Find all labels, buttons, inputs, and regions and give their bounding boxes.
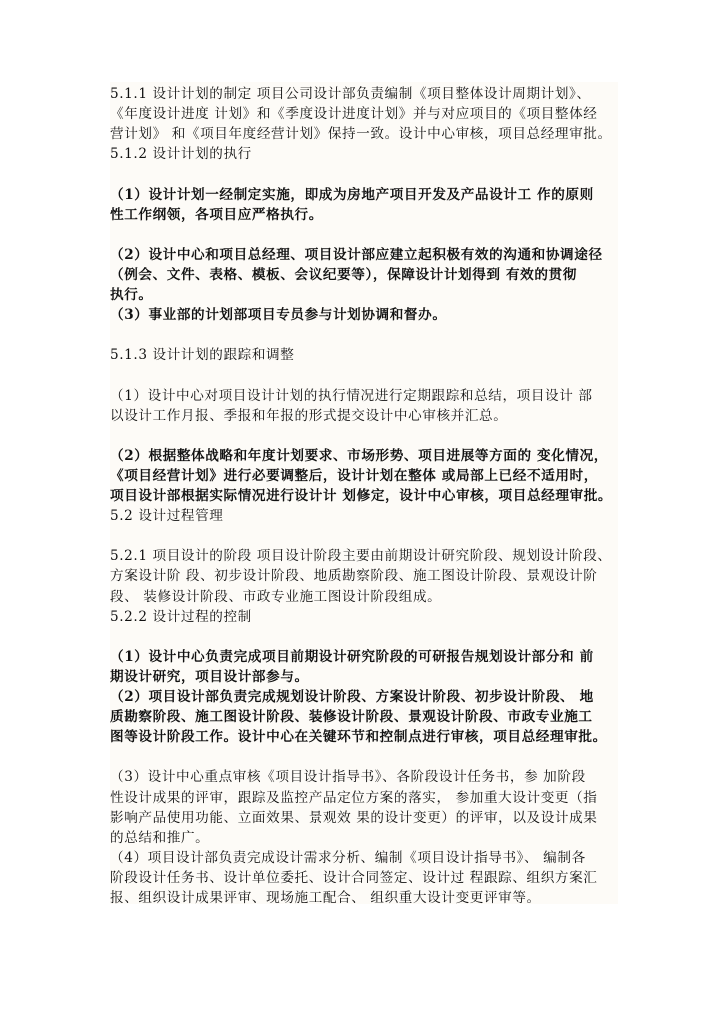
text-line: （4）项目设计部负责完成设计需求分析、编制《项目设计指导书》、 编制各 [110,849,586,866]
text-line: （2）项目设计部负责完成规划设计阶段、方案设计阶段、初步设计阶段、 地 [110,689,594,705]
text-line: 图等设计阶段工作。设计中心在关键环节和控制点进行审核，项目总经理审批。 [110,729,607,746]
text-line: 报、组织设计成果评审、现场施工配合、 组织重大设计变更评审等。 [110,890,541,906]
text-line: 5.1.2 设计计划的执行 [110,146,252,163]
text-line: （1）设计中心对项目设计计划的执行情况进行定期跟踪和总结，项目设计 部 [110,387,593,404]
text-line: 质勘察阶段、施工图设计阶段、装修设计阶段、景观设计阶段、市政专业施工 [110,709,593,726]
text-line: 方案设计阶 段、初步设计阶段、地质勘察阶段、施工图设计阶段、景观设计阶 [110,568,598,585]
text-line: 《年度设计进度 计划》和《季度设计进度计划》并与对应项目的《项目整体经 [110,106,598,123]
text-line: （3）事业部的计划部项目专员参与计划协调和督办。 [110,307,447,324]
text-line: 性工作纲领，各项目应严格执行。 [110,206,323,223]
text-line: （3）设计中心重点审核《项目设计指导书》、各阶段设计任务书，参 加阶段 [110,769,586,786]
text-line: 段、 装修设计阶段、市政专业施工图设计阶段组成。 [110,588,442,605]
document-body [110,82,618,904]
text-line: 性设计成果的评审，跟踪及监控产品定位方案的落实， 参加重大设计变更（指 [110,789,598,806]
text-line: 影响产品使用功能、立面效果、景观效 果的设计变更）的评审，以及设计成果 [110,809,598,826]
text-line: 以设计工作月报、季报和年报的形式提交设计中心审核并汇总。 [110,407,508,424]
text-line: 5.1.3 设计计划的跟踪和调整 [110,347,295,364]
text-line: （2）根据整体战略和年度计划要求、市场形势、项目进展等方面的 变化情况， [110,447,608,464]
text-line: 营计划》 和《项目年度经营计划》保持一致。设计中心审核，项目总经理审批。 [110,126,612,143]
text-line: 5.2.1 项目设计的阶段 项目设计阶段主要由前期设计研究阶段、规划设计阶段、 [110,548,612,565]
text-line: （2）设计中心和项目总经理、项目设计部应建立起积极有效的沟通和协调途径 [110,246,603,263]
text-line: 项目设计部根据实际情况进行设计计 划修定，设计中心审核，项目总经理审批。 [110,488,613,504]
text-line: （例会、文件、表格、模板、会议纪要等），保障设计计划得到 有效的贯彻 [110,266,577,283]
text-line: 《项目经营计划》进行必要调整后，设计计划在整体 或局部上已经不适用时， [110,467,598,484]
text-line: 阶段设计任务书、设计单位委托、设计合同签定、设计过 程跟踪、组织方案汇 [110,869,598,886]
text-line: 5.2.2 设计过程的控制 [110,608,252,625]
text-line: 期设计研究，项目设计部参与。 [110,668,309,685]
text-line: （1）设计计划一经制定实施，即成为房地产项目开发及产品设计工 作的原则 [110,186,594,203]
text-line: 的总结和推广。 [110,829,210,846]
text-line: 执行。 [110,287,153,303]
text-line: 5.1.1 设计计划的制定 项目公司设计部负责编制《项目整体设计周期计划》、 [110,86,591,102]
text-line: （1）设计中心负责完成项目前期设计研究阶段的可研报告规划设计部分和 前 [110,648,594,665]
text-line: 5.2 设计过程管理 [110,508,224,525]
